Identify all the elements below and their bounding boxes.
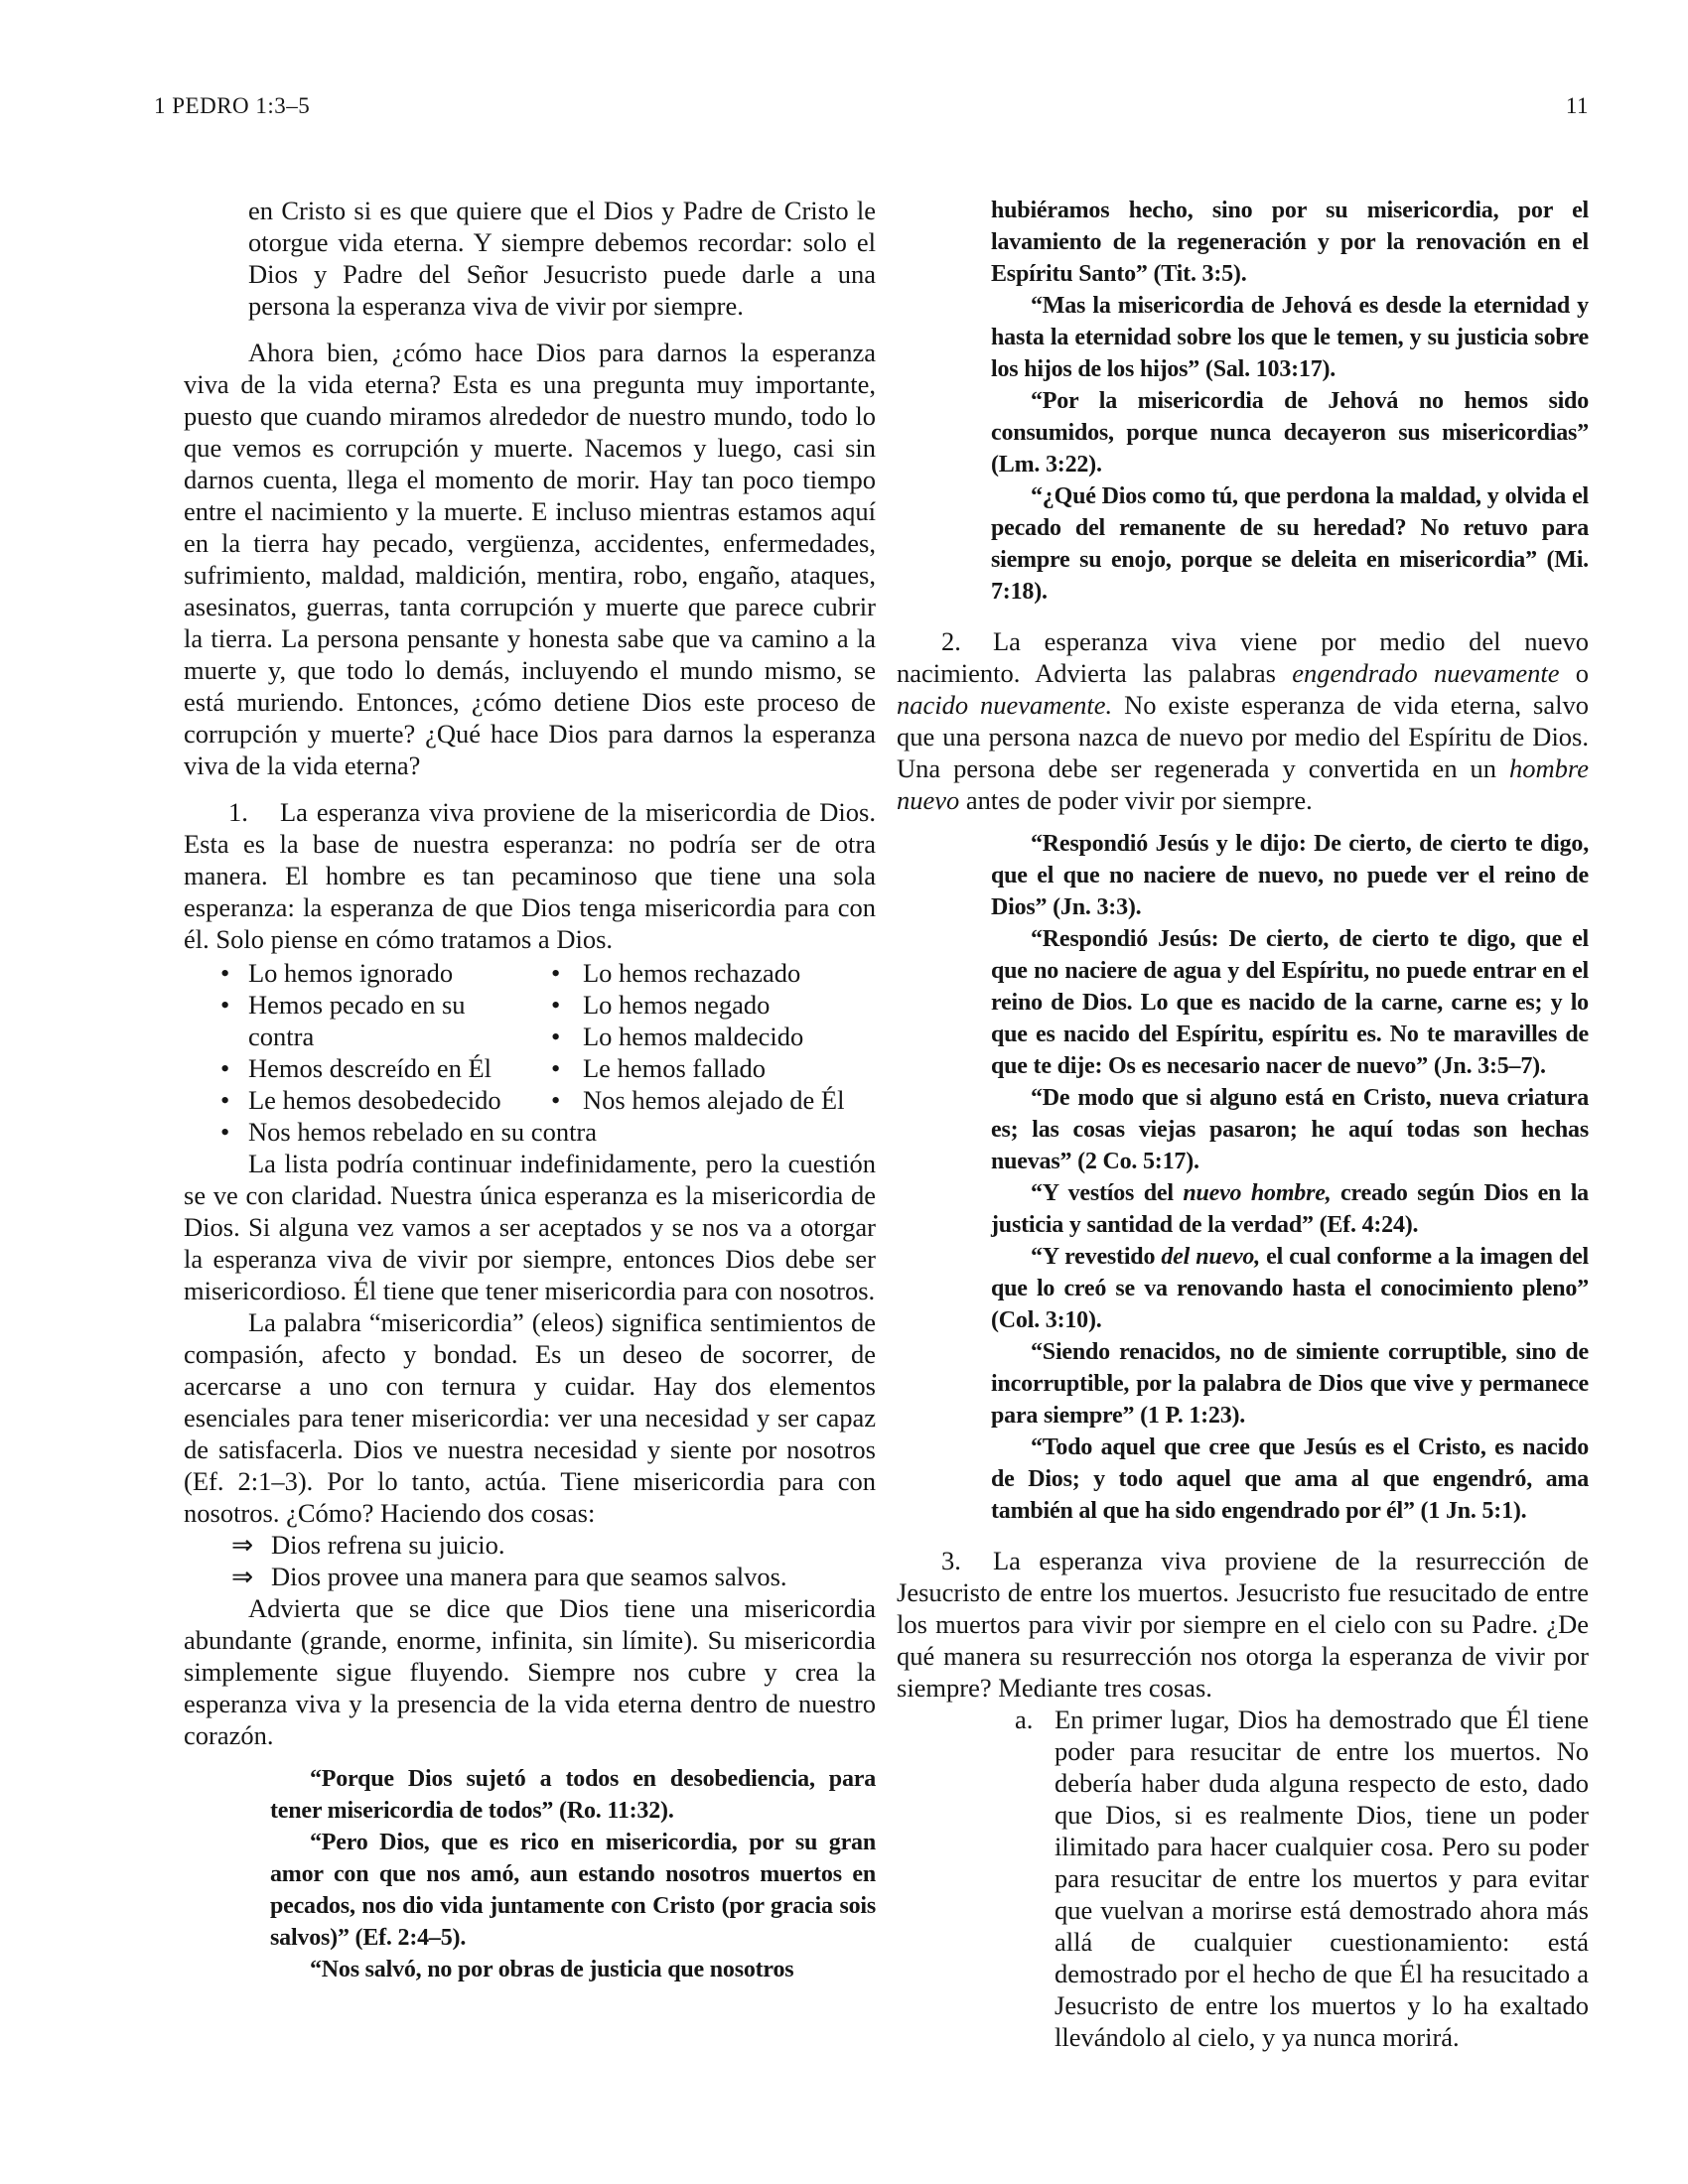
scripture-quotes-top: [897, 195, 1589, 608]
bullet-text: Lo hemos rechazado: [583, 958, 801, 988]
point-2-number: 2.: [941, 626, 961, 656]
scripture-quote: “Siendo renacidos, no de simiente corruptible, sino de incorruptible, por la palabra de Dios que vive y permanece para siempre” (1 P. 1:23).: [991, 1339, 1589, 1429]
bullet-icon: •: [220, 1085, 230, 1115]
scripture-quote: “Mas la misericordia de Jehová es desde la eternidad y hasta la eternidad sobre los que le temen, y su justicia sobre los hijos de los hijos” (Sal. 103:17).: [991, 293, 1589, 382]
bullet-item: [220, 989, 551, 1021]
point-2-text: o: [1559, 658, 1590, 688]
point-2-paragraph: [897, 625, 1589, 816]
point-2-text: No existe esperanza de vida eterna, salvo que una persona nazca de nuevo por medio del Espíritu de Dios. Una persona debe ser regenerada y convertida en un: [897, 690, 1589, 783]
bullet-text: Nos hemos rebelado en su contra: [248, 1117, 598, 1147]
bullet-item: [551, 957, 876, 989]
bullet-text: Hemos descreído en Él: [248, 1053, 492, 1083]
bullet-icon: •: [551, 1022, 561, 1051]
bullet-list: [184, 957, 876, 1148]
scripture-quote: “Respondió Jesús: De cierto, de cierto te digo, que el que no naciere de agua y del Espíritu, no puede entrar en el reino de Dios. Lo que es nacido de la carne, carne es; y lo que es nacido del Espíritu, espíritu es. No te maravilles de que te dije: Os es necesario nacer de nuevo” (Jn. 3:5–7).: [991, 926, 1589, 1079]
bullet-item: [220, 1084, 551, 1116]
bullet-icon: •: [220, 1053, 230, 1083]
bullet-item: [220, 1052, 551, 1084]
italic-phrase: engendrado nuevamente: [1292, 658, 1560, 688]
point-3-number: 3.: [941, 1546, 961, 1575]
bullet-row: [184, 1084, 876, 1116]
bullet-text: Lo hemos negado: [583, 990, 771, 1020]
bullet-row: [184, 989, 876, 1021]
bullet-icon: •: [220, 1117, 230, 1147]
sub-item-a: [1015, 1704, 1589, 2053]
point-3-text: La esperanza viva proviene de la resurrección de Jesucristo de entre los muertos. Jesucristo fue resucitado de entre los muertos para vivir por siempre en el cielo con su Padre. ¿De qué manera su resurrección nos otorga la esperanza de vivir por siempre? Mediante tres cosas.: [897, 1546, 1589, 1703]
scripture-quote: [991, 1177, 1589, 1241]
scripture-quote: “Por la misericordia de Jehová no hemos sido consumidos, porque nunca decayeron sus misericordias” (Lm. 3:22).: [991, 388, 1589, 478]
italic-phrase: del nuevo,: [1161, 1244, 1261, 1270]
point-2-text: La esperanza viva viene por medio del nuevo nacimiento. Advierta las palabras: [897, 626, 1589, 688]
bullet-icon: •: [551, 958, 561, 988]
scripture-quotes-left: [184, 1763, 876, 1985]
paragraph-la-lista: La lista podría continuar indefinidamente, pero la cuestión se ve con claridad. Nuestra única esperanza es la misericordia de Dios. Si alguna vez vamos a ser aceptados y se nos va a otorgar la esperanza viva de vivir por siempre, entonces Dios debe ser misericordioso. Él tiene que tener misericordia para con nosotros.: [184, 1149, 876, 1305]
scripture-quote: [991, 1241, 1589, 1336]
scripture-quote: “Todo aquel que cree que Jesús es el Cristo, es nacido de Dios; y todo aquel que ama al que engendró, ama también al que ha sido engendrado por él” (1 Jn. 5:1).: [991, 1434, 1589, 1524]
bullet-text: Nos hemos alejado de Él: [583, 1085, 845, 1115]
bullet-icon: •: [551, 1053, 561, 1083]
bullet-text: Le hemos fallado: [583, 1053, 766, 1083]
quote-text: “Y revestido: [1031, 1244, 1162, 1270]
page-number: 11: [1565, 93, 1589, 118]
bullet-item: [220, 1021, 551, 1052]
bullet-item: [551, 989, 876, 1021]
bullet-item: [220, 1116, 597, 1148]
bullet-item: [551, 1021, 876, 1052]
bullet-text: Lo hemos ignorado: [248, 958, 454, 988]
point-1-text: La esperanza viva proviene de la misericordia de Dios. Esta es la base de nuestra esperanza: no podría ser de otra manera. El hombre es tan pecaminoso que tiene una sola esperanza: la esperanza de que Dios tenga misericordia para con él. Solo piense en cómo tratamos a Dios.: [184, 797, 876, 954]
bullet-row: [184, 1021, 876, 1052]
scripture-quote: hubiéramos hecho, sino por su misericordia, por el lavamiento de la regeneración y por la renovación en el Espíritu Santo” (Tit. 3:5).: [991, 198, 1589, 287]
quote-text: el cual conforme a la imagen del que lo creó se va renovando hasta el conocimiento pleno” (Col. 3:10).: [991, 1244, 1589, 1333]
paragraph-ahora-bien: Ahora bien, ¿cómo hace Dios para darnos la esperanza viva de la vida eterna? Esta es una pregunta muy importante, puesto que cuando miramos alrededor de nuestro mundo, todo lo que vemos es corrupción y muerte. Nacemos y luego, casi sin darnos cuenta, llega el momento de morir. Hay tan poco tiempo entre el nacimiento y la muerte. E incluso mientras estamos aquí en la tierra hay pecado, vergüenza, accidentes, enfermedades, sufrimiento, maldad, maldición, mentira, robo, engaño, ataques, asesinatos, guerras, tanta corrupción y muerte que parece cubrir la tierra. La persona pensante y honesta sabe que va camino a la muerte y, que todo lo demás, incluyendo el mundo mismo, se está muriendo. Entonces, ¿cómo detiene Dios este proceso de corrupción y muerte? ¿Qué hace Dios para darnos la esperanza viva de la vida eterna?: [184, 338, 876, 780]
bullet-row: [184, 1116, 876, 1148]
bullet-text: Le hemos desobedecido: [248, 1085, 501, 1115]
bullet-row: [184, 1052, 876, 1084]
scripture-quote: “De modo que si alguno está en Cristo, nueva criatura es; las cosas viejas pasaron; he aquí todas son hechas nuevas” (2 Co. 5:17).: [991, 1085, 1589, 1174]
scripture-quote: “Respondió Jesús y le dijo: De cierto, de cierto te digo, que el que no naciere de nuevo, no puede ver el reino de Dios” (Jn. 3:3).: [991, 831, 1589, 920]
paragraph-advierta: Advierta que se dice que Dios tiene una misericordia abundante (grande, enorme, infinita, sin límite). Su misericordia simplemente sigue fluyendo. Siempre nos cubre y crea la esperanza viva y la presencia de la vida eterna dentro de nuestro corazón.: [184, 1593, 876, 1750]
bullet-text: Hemos pecado en su: [248, 990, 466, 1020]
point-3-paragraph: [897, 1545, 1589, 1704]
arrow-item: [184, 1529, 876, 1561]
bullet-icon: •: [220, 958, 230, 988]
scripture-quote: “Nos salvó, no por obras de justicia que nosotros: [310, 1957, 794, 1982]
bullet-item: [220, 957, 551, 989]
right-column: [897, 195, 1589, 2053]
arrow-text: Dios provee una manera para que seamos salvos.: [271, 1562, 787, 1591]
scripture-quote: “Pero Dios, que es rico en misericordia, por su gran amor con que nos amó, aun estando nosotros muertos en pecados, nos dio vida juntamente con Cristo (por gracia sois salvos)” (Ef. 2:4–5).: [270, 1830, 876, 1951]
sub-item-a-marker: a.: [1015, 1705, 1034, 1734]
continuation-paragraph: en Cristo si es que quiere que el Dios y Padre de Cristo le otorgue vida eterna. Y siempre debemos recordar: solo el Dios y Padre del Señor Jesucristo puede darle a una persona la esperanza viva de vivir por siempre.: [248, 196, 876, 321]
italic-phrase: nuevo hombre,: [1183, 1180, 1332, 1206]
double-arrow-icon: ⇒: [231, 1530, 254, 1560]
bullet-item: [551, 1084, 876, 1116]
double-arrow-icon: ⇒: [231, 1562, 254, 1591]
quote-text: “Y vestíos del: [1031, 1180, 1184, 1206]
point-1-number: 1.: [228, 797, 248, 827]
point-2-text: antes de poder vivir por siempre.: [959, 785, 1313, 815]
left-column: [184, 195, 876, 1985]
bullet-icon: •: [551, 990, 561, 1020]
bullet-item: [551, 1052, 876, 1084]
bullet-text: Lo hemos maldecido: [583, 1022, 804, 1051]
sub-item-a-text: En primer lugar, Dios ha demostrado que Él tiene poder para resucitar de entre los muertos. No debería haber duda alguna respecto de esto, dado que Dios, si es realmente Dios, tiene un poder ilimitado para hacer cualquier cosa. Pero su poder para resucitar de entre los muertos y para evitar que vuelvan a morirse está demostrado ahora más allá de cualquier cuestionamiento: está demostrado por el hecho de que Él ha resucitado a Jesucristo de entre los muertos y lo ha exaltado llevándolo al cielo, y ya nunca morirá.: [1055, 1705, 1589, 2052]
paragraph-la-palabra: La palabra “misericordia” (eleos) significa sentimientos de compasión, afecto y bondad. Es un deseo de socorrer, de acercarse a uno con ternura y cuidar. Hay dos elementos esenciales para tener misericordia: ver una necesidad y ser capaz de satisfacerla. Dios ve nuestra necesidad y siente por nosotros (Ef. 2:1–3). Por lo tanto, actúa. Tiene misericordia para con nosotros. ¿Cómo? Haciendo dos cosas:: [184, 1307, 876, 1528]
bullet-row: [184, 957, 876, 989]
italic-phrase: hombre nuevo: [897, 753, 1589, 815]
bullet-icon: •: [220, 990, 230, 1020]
quote-text: creado según Dios en la justicia y santidad de la verdad” (Ef. 4:24).: [991, 1180, 1589, 1238]
italic-phrase: nacido nuevamente.: [897, 690, 1113, 720]
arrow-item: [184, 1561, 876, 1592]
point-1-paragraph: [184, 796, 876, 955]
bullet-text: contra: [248, 1022, 315, 1051]
scripture-quotes-mid: [897, 828, 1589, 1527]
scripture-quote: “¿Qué Dios como tú, que perdona la maldad, y olvida el pecado del remanente de su heredad? No retuvo para siempre su enojo, porque se deleita en misericordia” (Mi. 7:18).: [991, 483, 1589, 605]
bullet-icon: •: [551, 1085, 561, 1115]
scripture-quote: “Porque Dios sujetó a todos en desobediencia, para tener misericordia de todos” (Ro. 11:32).: [270, 1766, 876, 1824]
running-title: 1 PEDRO 1:3–5: [154, 93, 311, 118]
arrow-text: Dios refrena su juicio.: [271, 1530, 505, 1560]
